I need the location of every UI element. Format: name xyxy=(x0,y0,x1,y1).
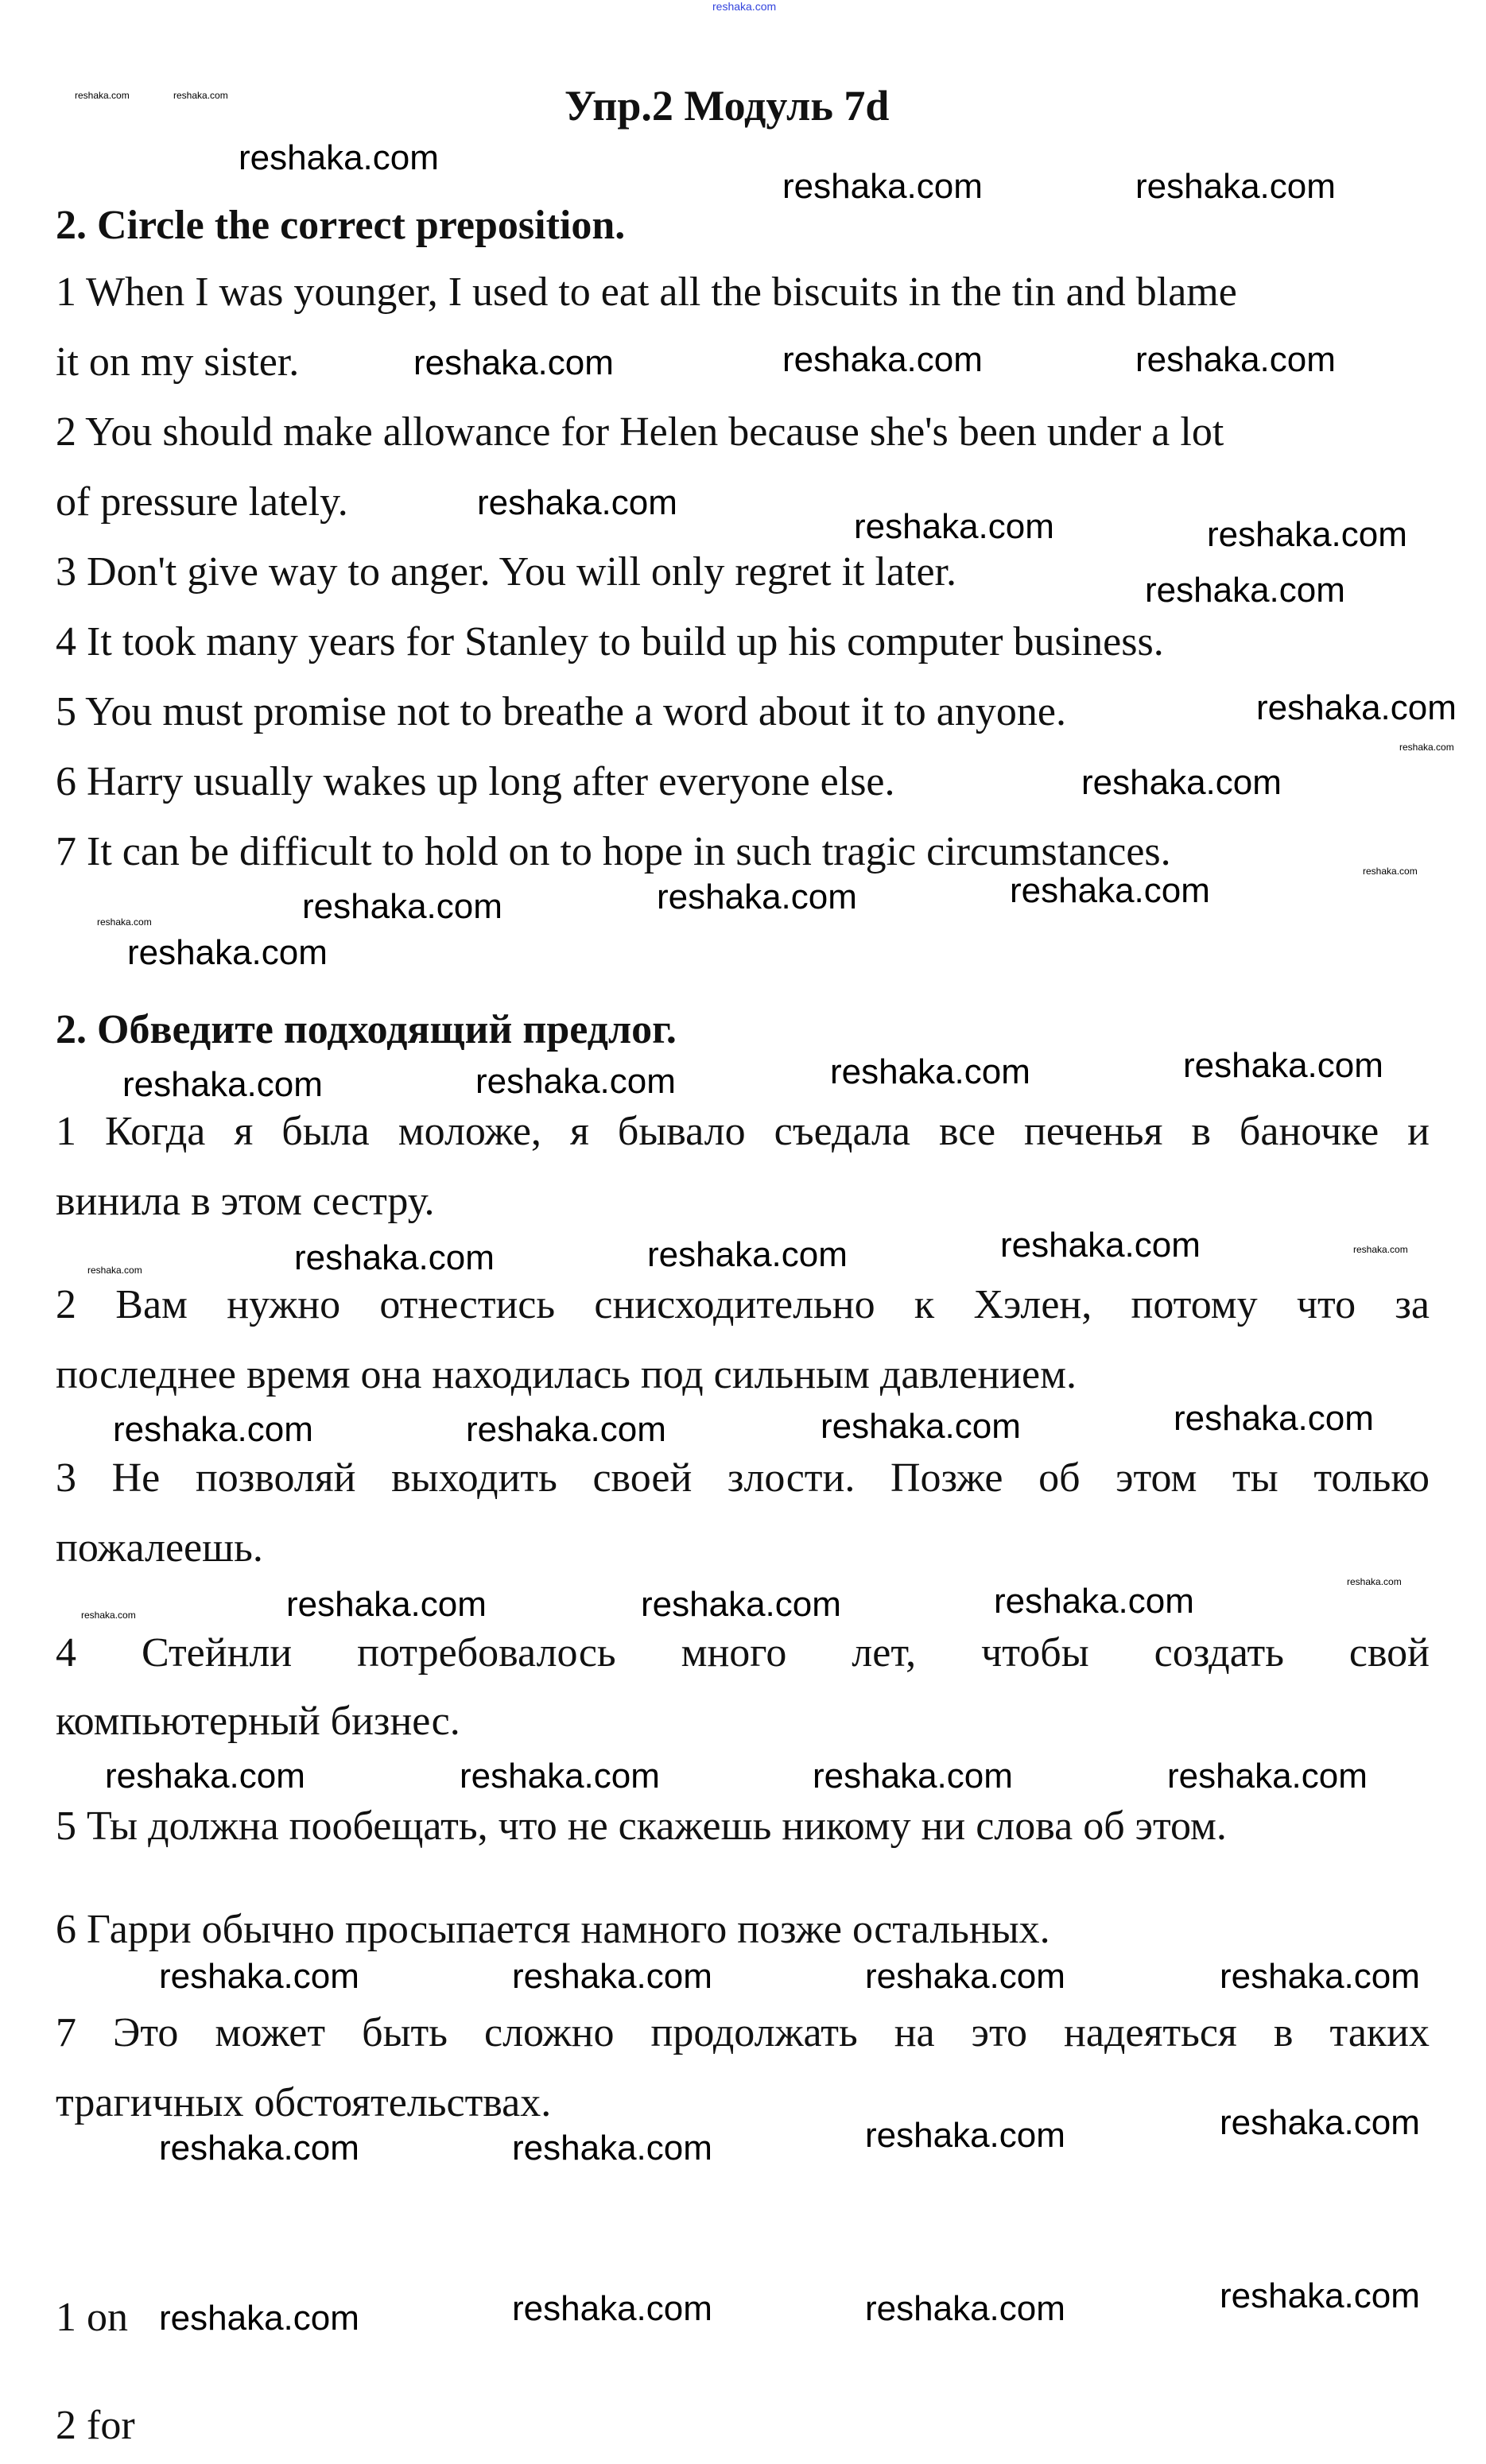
exercise-sentence-ru: винила в этом сестру. xyxy=(56,1179,435,1224)
watermark: reshaka.com xyxy=(512,2129,712,2168)
watermark: reshaka.com xyxy=(782,167,983,206)
watermark: reshaka.com xyxy=(782,340,983,379)
watermark-small: reshaka.com xyxy=(1399,742,1454,753)
watermark: reshaka.com xyxy=(1167,1757,1368,1796)
watermark: reshaka.com xyxy=(865,2289,1065,2328)
english-heading: 2. Circle the correct preposition. xyxy=(56,203,626,248)
watermark-small: reshaka.com xyxy=(97,916,152,928)
page-title: Упр.2 Модуль 7d xyxy=(565,82,890,130)
exercise-sentence-ru: пожалеешь. xyxy=(56,1525,263,1571)
watermark: reshaka.com xyxy=(647,1235,848,1274)
watermark: reshaka.com xyxy=(159,2299,359,2338)
watermark: reshaka.com xyxy=(865,2116,1065,2155)
watermark: reshaka.com xyxy=(413,343,614,382)
exercise-sentence-ru: 3 Не позволяй выходить своей злости. Позже об этом ты только xyxy=(56,1455,1430,1501)
watermark: reshaka.com xyxy=(1220,2276,1420,2315)
watermark: reshaka.com xyxy=(994,1582,1194,1621)
exercise-sentence-ru: 6 Гарри обычно просыпается намного позже остальных. xyxy=(56,1907,1050,1952)
exercise-sentence-en: 1 When I was younger, I used to eat all the biscuits in the tin and blame xyxy=(56,269,1237,315)
watermark-small: reshaka.com xyxy=(75,90,130,101)
watermark: reshaka.com xyxy=(830,1052,1030,1091)
watermark: reshaka.com xyxy=(512,1957,712,1996)
watermark: reshaka.com xyxy=(1207,515,1407,554)
watermark: reshaka.com xyxy=(127,933,328,972)
exercise-sentence-ru: компьютерный бизнес. xyxy=(56,1699,460,1744)
watermark: reshaka.com xyxy=(641,1585,841,1624)
exercise-sentence-ru: 2 Вам нужно отнестись снисходительно к Хэлен, потому что за xyxy=(56,1282,1430,1327)
watermark-small: reshaka.com xyxy=(1347,1576,1402,1587)
watermark: reshaka.com xyxy=(512,2289,712,2328)
exercise-sentence-ru: 1 Когда я была моложе, я бывало съедала все печенья в баночке и xyxy=(56,1109,1430,1154)
exercise-sentence-ru: последнее время она находилась под сильным давлением. xyxy=(56,1352,1077,1397)
watermark: reshaka.com xyxy=(1000,1226,1201,1265)
answer: 1 on xyxy=(56,2295,128,2340)
exercise-sentence-en: 6 Harry usually wakes up long after everyone else. xyxy=(56,759,895,804)
watermark: reshaka.com xyxy=(113,1410,313,1449)
watermark: reshaka.com xyxy=(460,1757,660,1796)
watermark: reshaka.com xyxy=(122,1065,323,1104)
watermark: reshaka.com xyxy=(821,1407,1021,1446)
watermark-small: reshaka.com xyxy=(81,1610,136,1621)
watermark-small: reshaka.com xyxy=(173,90,228,101)
watermark: reshaka.com xyxy=(475,1062,676,1101)
watermark: reshaka.com xyxy=(1220,2103,1420,2142)
exercise-sentence-en: 5 You must promise not to breathe a word about it to anyone. xyxy=(56,689,1066,734)
top-watermark: reshaka.com xyxy=(712,0,777,13)
watermark: reshaka.com xyxy=(1135,340,1336,379)
exercise-sentence-en: 2 You should make allowance for Helen because she's been under a lot xyxy=(56,409,1224,455)
watermark: reshaka.com xyxy=(657,878,857,916)
exercise-sentence-ru: 4 Стейнли потребовалось много лет, чтобы создать свой xyxy=(56,1630,1430,1676)
exercise-sentence-ru: трагичных обстоятельствах. xyxy=(56,2080,552,2125)
exercise-sentence-en: 4 It took many years for Stanley to build up his computer business. xyxy=(56,619,1164,664)
watermark: reshaka.com xyxy=(1145,571,1345,610)
exercise-sentence-en: of pressure lately. xyxy=(56,479,348,525)
watermark: reshaka.com xyxy=(1135,167,1336,206)
watermark: reshaka.com xyxy=(813,1757,1013,1796)
watermark: reshaka.com xyxy=(854,507,1054,546)
watermark: reshaka.com xyxy=(1174,1399,1374,1438)
exercise-sentence-en: 7 It can be difficult to hold on to hope in such tragic circumstances. xyxy=(56,829,1171,874)
watermark: reshaka.com xyxy=(865,1957,1065,1996)
exercise-sentence-en: it on my sister. xyxy=(56,339,300,385)
watermark: reshaka.com xyxy=(105,1757,305,1796)
watermark: reshaka.com xyxy=(1010,871,1210,910)
watermark: reshaka.com xyxy=(294,1238,495,1277)
exercise-sentence-en: 3 Don't give way to anger. You will only regret it later. xyxy=(56,549,956,595)
watermark: reshaka.com xyxy=(159,2129,359,2168)
russian-heading: 2. Обведите подходящий предлог. xyxy=(56,1007,677,1052)
watermark: reshaka.com xyxy=(286,1585,487,1624)
watermark: reshaka.com xyxy=(159,1957,359,1996)
exercise-sentence-ru: 7 Это может быть сложно продолжать на это надеяться в таких xyxy=(56,2010,1430,2055)
watermark: reshaka.com xyxy=(1220,1957,1420,1996)
watermark-small: reshaka.com xyxy=(1353,1244,1408,1255)
watermark: reshaka.com xyxy=(1081,763,1282,802)
answer: 2 for xyxy=(56,2403,135,2448)
watermark: reshaka.com xyxy=(466,1410,666,1449)
watermark: reshaka.com xyxy=(302,887,502,926)
watermark-small: reshaka.com xyxy=(1363,866,1418,877)
watermark-small: reshaka.com xyxy=(87,1265,142,1276)
watermark: reshaka.com xyxy=(239,138,439,177)
watermark: reshaka.com xyxy=(1256,688,1457,727)
watermark: reshaka.com xyxy=(1183,1046,1383,1085)
exercise-sentence-ru: 5 Ты должна пообещать, что не скажешь никому ни слова об этом. xyxy=(56,1803,1227,1849)
watermark: reshaka.com xyxy=(477,483,677,522)
